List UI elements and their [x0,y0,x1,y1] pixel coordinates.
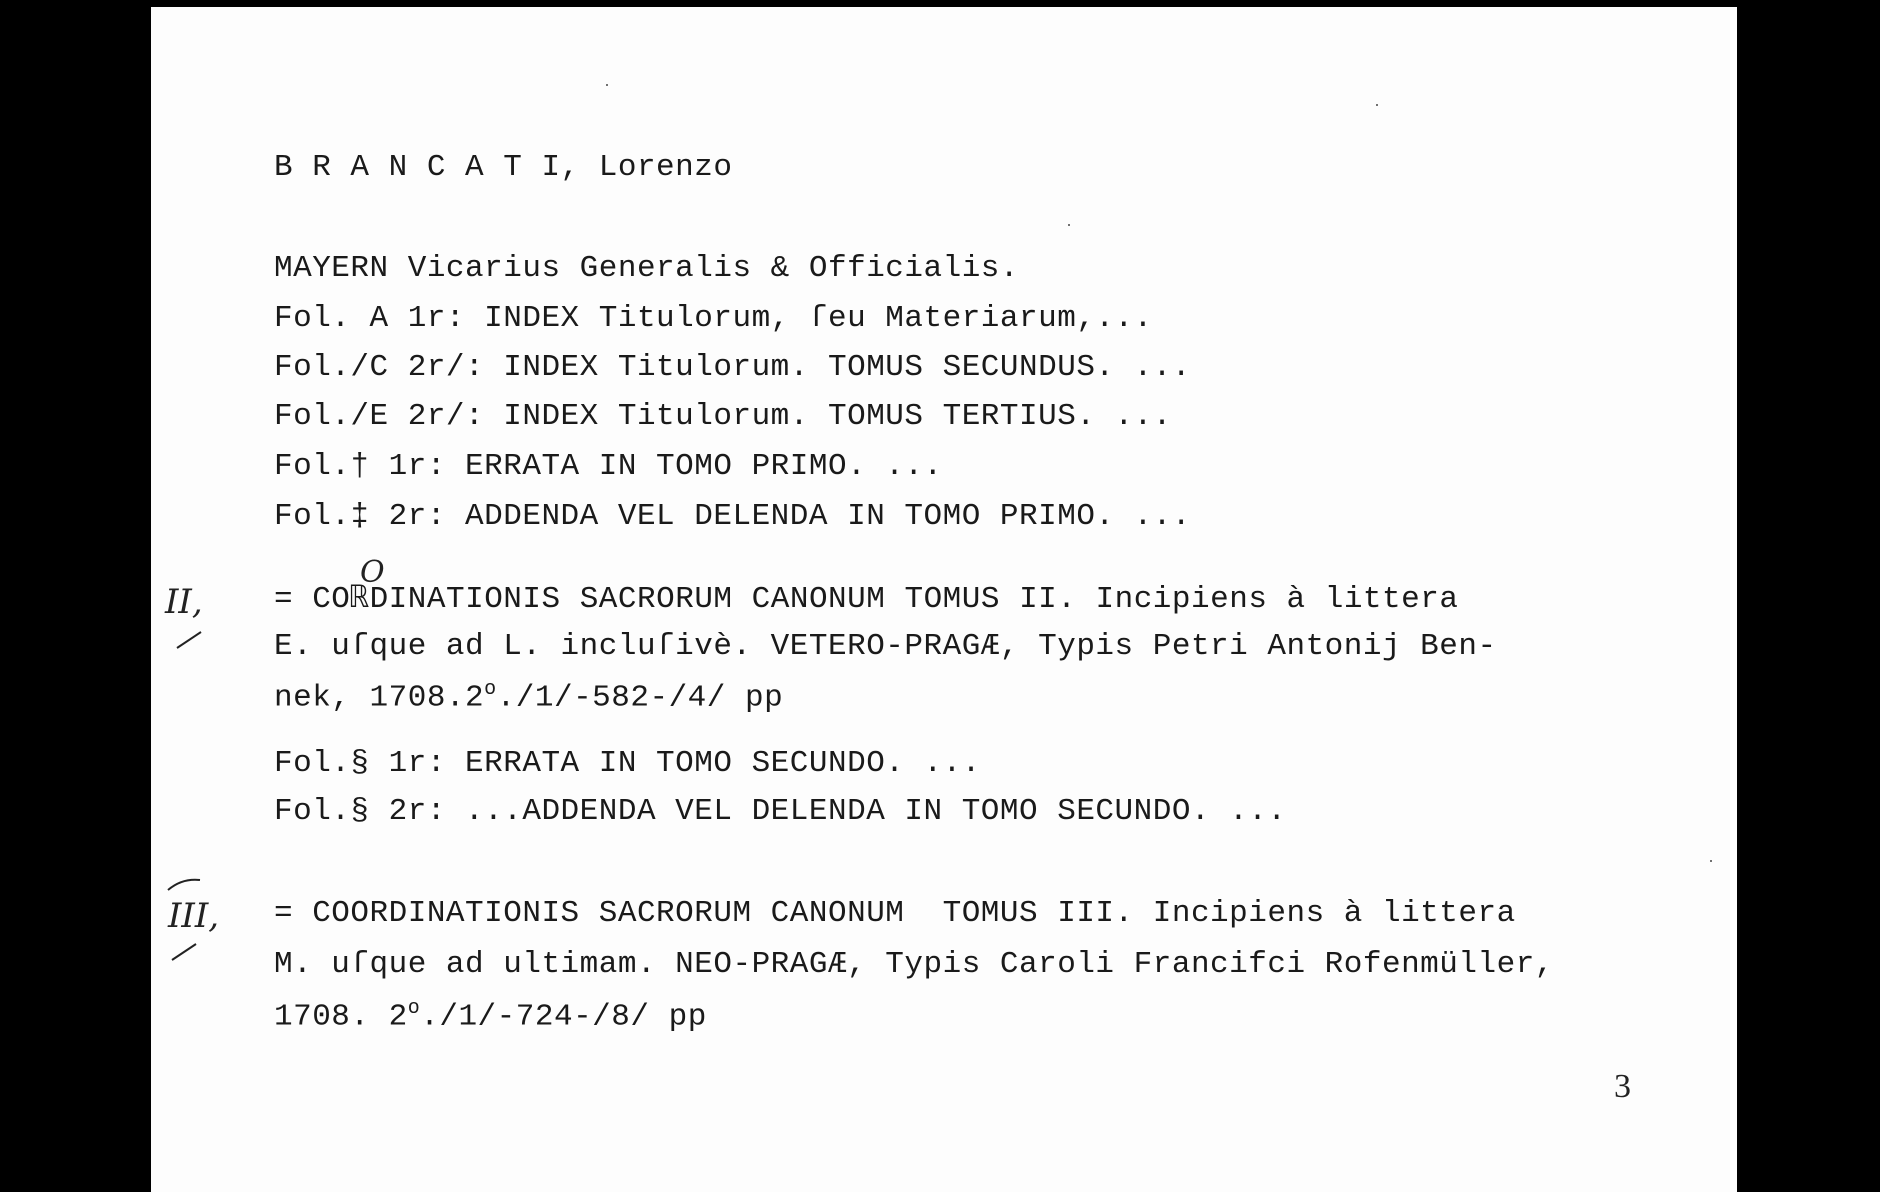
margin-mark-tomus-2: II, [165,582,203,622]
tomus3-line-1: = COORDINATIONIS SACRORUM CANONUM TOMUS III. Incipiens à littera [274,896,1516,931]
entry-line-3: Fol./C 2r/: INDEX Titulorum. TOMUS SECUNDUS. ... [274,350,1191,385]
scan-speck [1376,104,1378,106]
margin-tick-2 [175,628,205,650]
tomus2-line-2: E. uſque ad L. incluſivè. VETERO-PRAGÆ, Typis Petri Antonij Ben- [274,629,1497,664]
tomus2-fol-1: Fol.§ 1r: ERRATA IN TOMO SECUNDO. ... [274,746,981,781]
entry-line-1: MAYERN Vicarius Generalis & Officialis. [274,251,1020,286]
scan-speck [606,84,608,86]
tomus2-fol-2: Fol.§ 2r: ...ADDENDA VEL DELENDA IN TOMO SECUNDO. ... [274,794,1287,829]
tomus3-line-2: M. uſque ad ultimam. NEO-PRAGÆ, Typis Caroli Francifci Rofenmüller, [274,947,1554,982]
card-page-number: 3 [1614,1068,1631,1105]
tomus3-line-3: 1708. 2$^o$./1/-724-/8/ pp [274,997,707,1035]
entry-line-4: Fol./E 2r/: INDEX Titulorum. TOMUS TERTIUS. ... [274,399,1172,434]
handwritten-correction: O [360,555,385,590]
scan-speck [1068,224,1070,226]
margin-overline-3 [166,876,202,892]
entry-line-2: Fol. A 1r: INDEX Titulorum, ſeu Materiarum,... [274,301,1153,336]
scan-speck [1710,860,1712,862]
margin-tick-3 [170,940,200,962]
entry-line-6: Fol.‡ 2r: ADDENDA VEL DELENDA IN TOMO PRIMO. ... [274,499,1191,534]
tomus2-line-3: nek, 1708.2$^o$./1/-582-/4/ pp [274,678,784,716]
margin-mark-tomus-3: III, [168,896,220,936]
entry-line-5: Fol.† 1r: ERRATA IN TOMO PRIMO. ... [274,449,943,484]
card-heading: B R A N C A T I, Lorenzo [274,150,733,185]
tomus2-line-1: = COℝDINATIONIS SACRORUM CANONUM TOMUS II. Incipiens à littera [274,582,1459,617]
